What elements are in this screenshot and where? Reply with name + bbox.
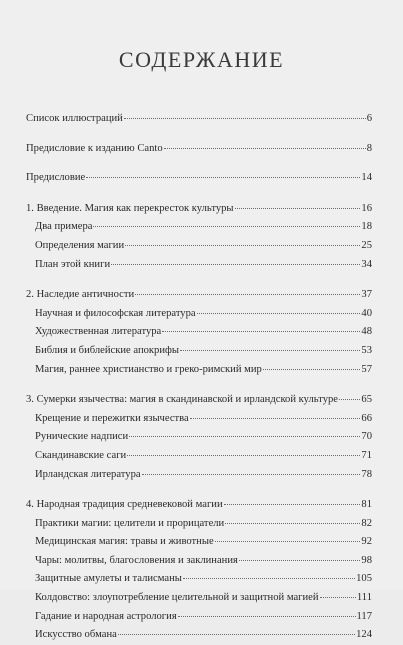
toc-entry-page: 57 [361,363,372,375]
toc-entry-page: 82 [361,517,372,529]
toc-entry-page: 66 [361,412,372,424]
dot-leader [183,566,355,579]
dot-leader [178,604,356,617]
toc-entry-label: Научная и философская литература [35,307,196,319]
toc-entry-label: План этой книги [35,258,111,270]
toc-entry-page: 37 [361,289,372,301]
dot-leader [129,424,360,437]
toc-entry-label: Два примера [35,221,93,233]
toc-entry-label: Рунические надписи [35,431,129,443]
toc-section-entry [26,624,372,643]
toc-entry-label: Список иллюстраций [26,113,123,124]
toc-entry-label: 2. Наследие античности [26,289,135,301]
toc-entry-label: Определения магии [35,239,125,251]
toc-entry-page: 48 [361,326,372,338]
table-of-contents [26,108,372,643]
dot-leader [111,252,360,265]
toc-entry-label: 3. Сумерки язычества: магия в скандинавской и ирландской культуре [26,394,338,406]
toc-section-entry [26,359,372,378]
toc-entry-page: 124 [356,629,372,641]
toc-entry-page: 6 [366,113,372,124]
dot-leader [190,406,361,419]
dot-leader [235,196,361,209]
toc-entry-label: Искусство обмана [35,629,117,641]
toc-entry-label: Защитные амулеты и талисманы [35,573,182,585]
toc-entry-label: Медицинская магия: травы и животные [35,536,214,548]
dot-leader [239,548,361,561]
dot-leader [142,462,361,475]
toc-entry-page: 111 [356,592,372,604]
toc-entry-page: 65 [361,394,372,406]
toc-entry-label: Предисловие к изданию Canto [26,142,163,154]
page-title: СОДЕРЖАНИЕ [118,47,285,72]
toc-entry [26,138,372,157]
dot-leader [164,136,366,149]
toc-entry-page: 98 [361,554,372,566]
toc-entry-page: 81 [361,499,372,511]
toc-entry-label: Гадание и народная астрология [35,610,177,622]
dot-leader [224,492,361,505]
dot-leader [339,387,360,400]
toc-entry-page: 92 [361,536,372,548]
toc-entry-label: Художественная литература [35,326,162,338]
toc-entry-label: Практики магии: целители и прорицатели [35,517,225,529]
dot-leader [127,443,360,456]
toc-entry-page: 105 [356,573,372,585]
toc-section-entry [26,254,372,273]
toc-entry-page: 25 [361,239,372,251]
toc-entry-page: 8 [366,142,372,154]
toc-entry-label: Ирландская литература [35,468,141,480]
toc-section-entry [26,464,372,483]
toc-entry [26,167,372,186]
toc-entry-page: 14 [361,172,372,184]
toc-entry-label: 4. Народная традиция средневековой магии [26,499,223,511]
toc-entry-label: Колдовство: злоупотребление целительной и защитной магией [35,592,319,604]
dot-leader [125,233,360,246]
dot-leader [135,282,360,295]
toc-entry-label: Крещение и пережитки язычества [35,412,189,424]
toc-entry-label: Магия, раннее христианство и греко-римский мир [35,363,262,375]
toc-entry [26,108,372,127]
dot-leader [124,106,366,119]
toc-entry-page: 40 [361,307,372,319]
toc-entry-page: 18 [361,221,372,233]
toc-entry-page: 34 [361,258,372,270]
dot-leader [225,511,360,524]
dot-leader [180,338,360,351]
dot-leader [93,214,360,227]
toc-entry-page: 71 [361,449,372,461]
dot-leader [197,301,361,314]
dot-leader [86,165,360,178]
dot-leader [162,319,360,332]
dot-leader [118,622,355,635]
toc-entry-label: Скандинавские саги [35,449,127,461]
toc-entry-label: Чары: молитвы, благословения и заклинания [35,554,238,566]
toc-entry-page: 70 [361,431,372,443]
toc-entry-label: Библия и библейские апокрифы [35,344,180,356]
dot-leader [320,585,356,598]
toc-entry-page: 117 [356,610,372,622]
toc-entry-page: 78 [361,468,372,480]
toc-entry-page: 16 [361,202,372,214]
toc-entry-page: 53 [361,344,372,356]
toc-entry-label: Предисловие [26,172,86,184]
dot-leader [263,357,361,370]
toc-entry-label: 1. Введение. Магия как перекресток культуры [26,202,234,214]
dot-leader [215,529,361,542]
